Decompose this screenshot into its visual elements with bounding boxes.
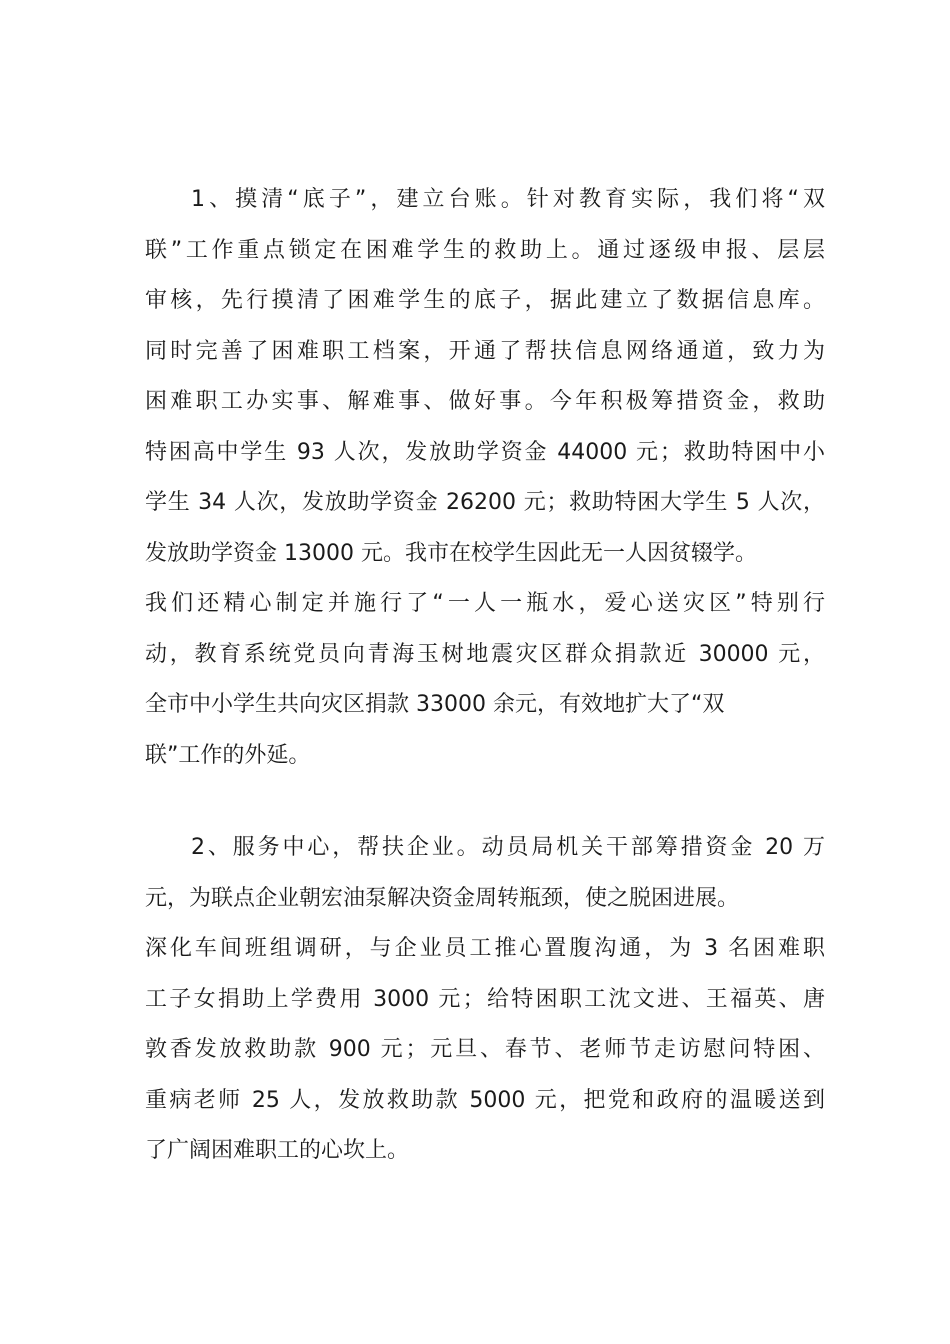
paragraph-line: 审核，先行摸清了困难学生的底子，据此建立了数据信息库。 (145, 288, 825, 313)
paragraph-line: 深化车间班组调研，与企业员工推心置腹沟通，为 3 名困难职 (145, 936, 825, 961)
paragraph-line: 2、服务中心，帮扶企业。动员局机关干部筹措资金 20 万 (191, 835, 825, 860)
paragraph-2 (145, 823, 825, 1177)
paragraph-line: 困难职工办实事、解难事、做好事。今年积极筹措资金，救助 (145, 389, 825, 414)
paragraph-1 (145, 175, 825, 781)
paragraph-line: 工子女捐助上学费用 3000 元；给特困职工沈文进、王福英、唐 (145, 986, 825, 1012)
paragraph-line: 敦香发放救助款 900 元；元旦、春节、老师节走访慰问特困、 (145, 1037, 825, 1062)
paragraph-line: 同时完善了困难职工档案，开通了帮扶信息网络通道，致力为 (145, 338, 825, 364)
paragraph-line: 学生 34 人次，发放助学资金 26200 元；救助特困大学生 5 人次， (145, 490, 825, 515)
paragraph-line: 我们还精心制定并施行了“一人一瓶水，爱心送灾区”特别行 (145, 591, 825, 616)
paragraph-line: 全市中小学生共向灾区捐款 33000 余元，有效地扩大了“双 (145, 692, 725, 717)
paragraph-line: 联”工作重点锁定在困难学生的救助上。通过逐级申报、层层 (145, 237, 825, 263)
paragraph-line: 联”工作的外延。 (145, 742, 311, 768)
paragraph-line: 发放助学资金 13000 元。我市在校学生因此无一人因贫辍学。 (145, 540, 757, 566)
paragraph-line: 重病老师 25 人，发放救助款 5000 元，把党和政府的温暖送到 (145, 1087, 825, 1113)
paragraph-line: 元，为联点企业朝宏油泵解决资金周转瓶颈，使之脱困进展。 (145, 885, 740, 911)
paragraph-line: 了广阔困难职工的心坎上。 (145, 1138, 410, 1163)
paragraph-line: 特困高中学生 93 人次，发放助学资金 44000 元；救助特困中小 (145, 439, 825, 465)
paragraph-line: 动，教育系统党员向青海玉树地震灾区群众捐款近 30000 元， (145, 641, 825, 667)
paragraph-line: 1、摸清“底子”，建立台账。针对教育实际，我们将“双 (191, 187, 825, 212)
